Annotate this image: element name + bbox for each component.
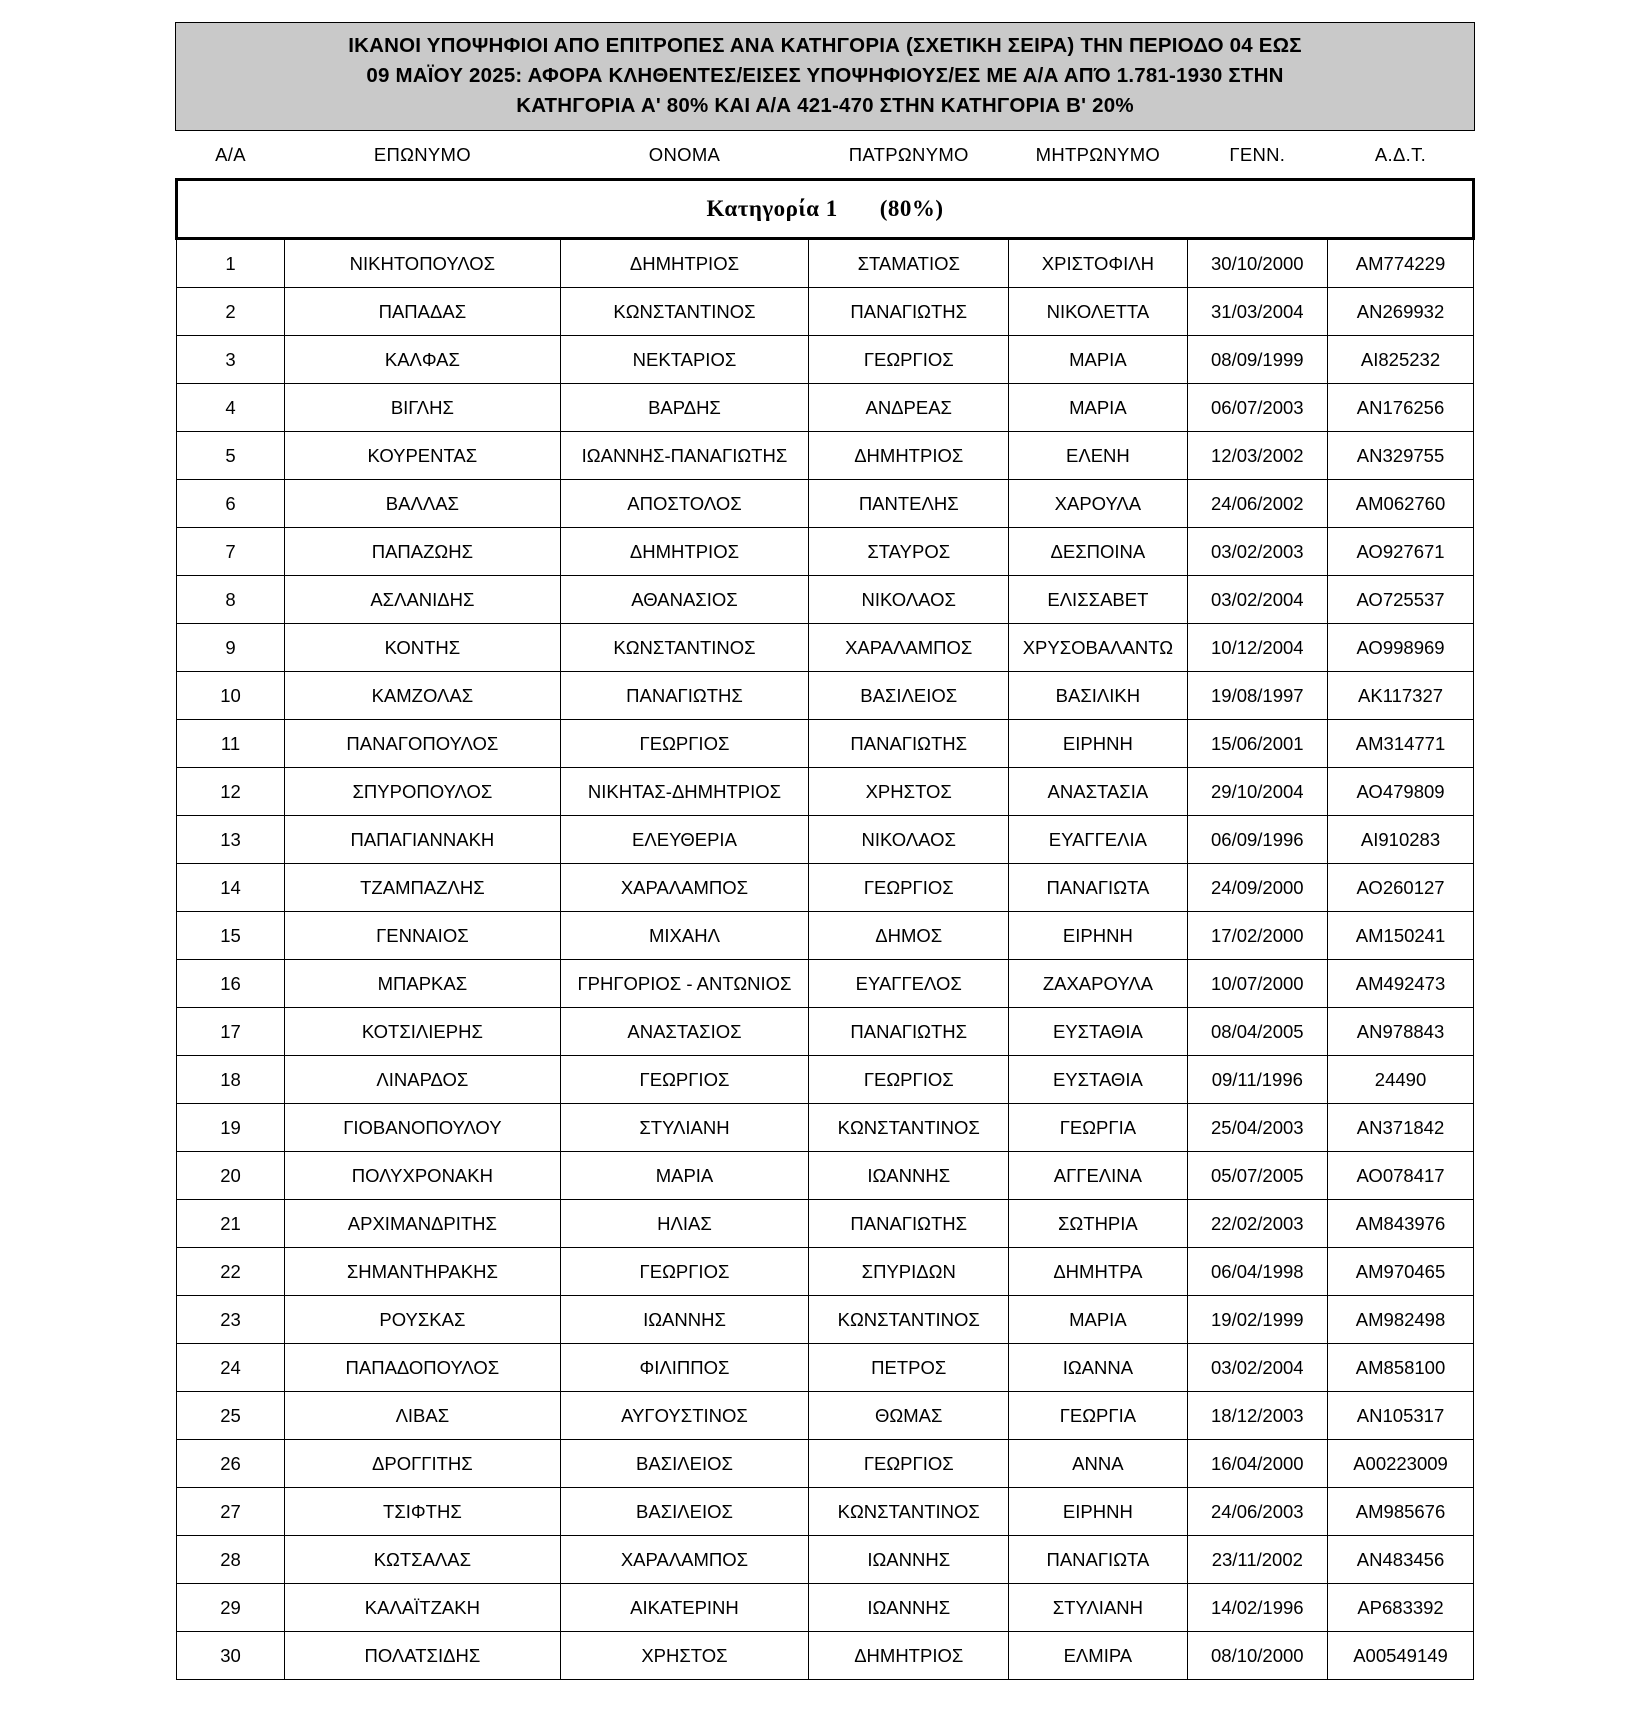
cell-firstname: ΔΗΜΗΤΡΙΟΣ xyxy=(560,239,809,288)
cell-fathername: ΣΠΥΡΙΔΩΝ xyxy=(809,1248,1009,1296)
cell-firstname: ΑΙΚΑΤΕΡΙΝΗ xyxy=(560,1584,809,1632)
cell-fathername: ΧΡΗΣΤΟΣ xyxy=(809,768,1009,816)
cell-mothername: ΠΑΝΑΓΙΩΤΑ xyxy=(1009,1536,1187,1584)
cell-firstname: ΓΡΗΓΟΡΙΟΣ - ΑΝΤΩΝΙΟΣ xyxy=(560,960,809,1008)
cell-mothername: ΜΑΡΙΑ xyxy=(1009,1296,1187,1344)
cell-fathername: ΚΩΝΣΤΑΝΤΙΝΟΣ xyxy=(809,1296,1009,1344)
cell-lastname: ΓΕΝΝΑΙΟΣ xyxy=(285,912,561,960)
cell-firstname: ΑΠΟΣΤΟΛΟΣ xyxy=(560,480,809,528)
cell-birth: 22/02/2003 xyxy=(1187,1200,1328,1248)
cell-mothername: ΕΥΣΤΑΘΙΑ xyxy=(1009,1056,1187,1104)
category-percent: (80%) xyxy=(879,196,944,222)
table-row xyxy=(177,624,1474,672)
cell-aa: 7 xyxy=(177,528,285,576)
cell-idcard: ΑΝ371842 xyxy=(1328,1104,1474,1152)
cell-fathername: ΧΑΡΑΛΑΜΠΟΣ xyxy=(809,624,1009,672)
category-label: Κατηγορία 1 xyxy=(706,196,838,222)
title-line-2: 09 ΜΑΪΟΥ 2025: ΑΦΟΡΑ ΚΛΗΘΕΝΤΕΣ/ΕΙΣΕΣ ΥΠΟΨΗΦΙΟΥΣ/ΕΣ ΜΕ Α/Α ΑΠΌ 1.781-1930 ΣΤΗΝ xyxy=(366,64,1284,88)
cell-firstname: ΗΛΙΑΣ xyxy=(560,1200,809,1248)
cell-firstname: ΝΕΚΤΑΡΙΟΣ xyxy=(560,336,809,384)
cell-idcard: ΑΜ774229 xyxy=(1328,239,1474,288)
cell-birth: 08/10/2000 xyxy=(1187,1632,1328,1680)
cell-mothername: ΕΥΑΓΓΕΛΙΑ xyxy=(1009,816,1187,864)
cell-birth: 06/07/2003 xyxy=(1187,384,1328,432)
cell-idcard: ΑΟ927671 xyxy=(1328,528,1474,576)
cell-birth: 06/09/1996 xyxy=(1187,816,1328,864)
cell-idcard: ΑΜ985676 xyxy=(1328,1488,1474,1536)
cell-aa: 6 xyxy=(177,480,285,528)
cell-mothername: ΔΕΣΠΟΙΝΑ xyxy=(1009,528,1187,576)
cell-mothername: ΕΙΡΗΝΗ xyxy=(1009,1488,1187,1536)
table-row xyxy=(177,239,1474,288)
cell-fathername: ΔΗΜΗΤΡΙΟΣ xyxy=(809,432,1009,480)
cell-birth: 03/02/2004 xyxy=(1187,1344,1328,1392)
cell-firstname: ΔΗΜΗΤΡΙΟΣ xyxy=(560,528,809,576)
cell-mothername: ΕΥΣΤΑΘΙΑ xyxy=(1009,1008,1187,1056)
table-row xyxy=(177,912,1474,960)
cell-birth: 24/06/2002 xyxy=(1187,480,1328,528)
cell-idcard: ΑΜ982498 xyxy=(1328,1296,1474,1344)
cell-fathername: ΔΗΜΟΣ xyxy=(809,912,1009,960)
table-row xyxy=(177,1200,1474,1248)
cell-firstname: ΒΑΣΙΛΕΙΟΣ xyxy=(560,1488,809,1536)
cell-mothername: ΧΡΙΣΤΟΦΙΛΗ xyxy=(1009,239,1187,288)
cell-fathername: ΓΕΩΡΓΙΟΣ xyxy=(809,1440,1009,1488)
cell-lastname: ΡΟΥΣΚΑΣ xyxy=(285,1296,561,1344)
cell-firstname: ΓΕΩΡΓΙΟΣ xyxy=(560,720,809,768)
cell-lastname: ΠΑΠΑΓΙΑΝΝΑΚΗ xyxy=(285,816,561,864)
cell-birth: 29/10/2004 xyxy=(1187,768,1328,816)
cell-idcard: ΑΙ825232 xyxy=(1328,336,1474,384)
table-row xyxy=(177,1488,1474,1536)
table-header-row xyxy=(177,131,1474,180)
cell-idcard: ΑΟ479809 xyxy=(1328,768,1474,816)
cell-birth: 16/04/2000 xyxy=(1187,1440,1328,1488)
cell-lastname: ΠΟΛΑΤΣΙΔΗΣ xyxy=(285,1632,561,1680)
table-row xyxy=(177,672,1474,720)
cell-aa: 19 xyxy=(177,1104,285,1152)
cell-birth: 25/04/2003 xyxy=(1187,1104,1328,1152)
cell-fathername: ΙΩΑΝΝΗΣ xyxy=(809,1152,1009,1200)
cell-idcard: ΑΙ910283 xyxy=(1328,816,1474,864)
cell-birth: 19/02/1999 xyxy=(1187,1296,1328,1344)
cell-lastname: ΠΑΝΑΓΟΠΟΥΛΟΣ xyxy=(285,720,561,768)
cell-fathername: ΝΙΚΟΛΑΟΣ xyxy=(809,816,1009,864)
cell-firstname: ΓΕΩΡΓΙΟΣ xyxy=(560,1056,809,1104)
cell-birth: 31/03/2004 xyxy=(1187,288,1328,336)
cell-aa: 15 xyxy=(177,912,285,960)
cell-aa: 4 xyxy=(177,384,285,432)
cell-fathername: ΙΩΑΝΝΗΣ xyxy=(809,1584,1009,1632)
cell-birth: 14/02/1996 xyxy=(1187,1584,1328,1632)
cell-idcard: ΑΟ078417 xyxy=(1328,1152,1474,1200)
cell-mothername: ΕΛΜΙΡΑ xyxy=(1009,1632,1187,1680)
cell-idcard: ΑΟ998969 xyxy=(1328,624,1474,672)
table-row xyxy=(177,720,1474,768)
cell-aa: 9 xyxy=(177,624,285,672)
cell-fathername: ΝΙΚΟΛΑΟΣ xyxy=(809,576,1009,624)
cell-firstname: ΠΑΝΑΓΙΩΤΗΣ xyxy=(560,672,809,720)
cell-idcard: Α00549149 xyxy=(1328,1632,1474,1680)
cell-mothername: ΑΓΓΕΛΙΝΑ xyxy=(1009,1152,1187,1200)
cell-birth: 17/02/2000 xyxy=(1187,912,1328,960)
cell-fathername: ΙΩΑΝΝΗΣ xyxy=(809,1536,1009,1584)
cell-firstname: ΓΕΩΡΓΙΟΣ xyxy=(560,1248,809,1296)
cell-fathername: ΓΕΩΡΓΙΟΣ xyxy=(809,864,1009,912)
cell-aa: 21 xyxy=(177,1200,285,1248)
cell-lastname: ΑΡΧΙΜΑΝΔΡΙΤΗΣ xyxy=(285,1200,561,1248)
cell-lastname: ΚΟΤΣΙΛΙΕΡΗΣ xyxy=(285,1008,561,1056)
cell-lastname: ΚΑΛΑΪΤΖΑΚΗ xyxy=(285,1584,561,1632)
document-title xyxy=(175,22,1475,131)
cell-lastname: ΠΑΠΑΔΟΠΟΥΛΟΣ xyxy=(285,1344,561,1392)
cell-aa: 14 xyxy=(177,864,285,912)
cell-birth: 08/04/2005 xyxy=(1187,1008,1328,1056)
table-row xyxy=(177,288,1474,336)
cell-fathername: ΓΕΩΡΓΙΟΣ xyxy=(809,1056,1009,1104)
cell-mothername: ΝΙΚΟΛΕΤΤΑ xyxy=(1009,288,1187,336)
cell-idcard: ΑΟ725537 xyxy=(1328,576,1474,624)
cell-idcard: 24490 xyxy=(1328,1056,1474,1104)
cell-birth: 15/06/2001 xyxy=(1187,720,1328,768)
cell-firstname: ΙΩΑΝΝΗΣ-ΠΑΝΑΓΙΩΤΗΣ xyxy=(560,432,809,480)
cell-birth: 03/02/2004 xyxy=(1187,576,1328,624)
cell-aa: 8 xyxy=(177,576,285,624)
cell-idcard: ΑΜ843976 xyxy=(1328,1200,1474,1248)
cell-aa: 5 xyxy=(177,432,285,480)
cell-idcard: ΑΟ260127 xyxy=(1328,864,1474,912)
cell-mothername: ΜΑΡΙΑ xyxy=(1009,384,1187,432)
title-line-1: ΙΚΑΝΟΙ ΥΠΟΨΗΦΙΟΙ ΑΠΟ ΕΠΙΤΡΟΠΕΣ ΑΝΑ ΚΑΤΗΓΟΡΙΑ (ΣΧΕΤΙΚΗ ΣΕΙΡΑ) ΤΗΝ ΠΕΡΙΟΔΟ 04 ΕΩΣ xyxy=(348,34,1302,57)
cell-mothername: ΑΝΑΣΤΑΣΙΑ xyxy=(1009,768,1187,816)
table-row xyxy=(177,1584,1474,1632)
cell-aa: 17 xyxy=(177,1008,285,1056)
table-row xyxy=(177,576,1474,624)
category-section-cell xyxy=(177,180,1474,239)
cell-idcard: ΑΝ269932 xyxy=(1328,288,1474,336)
cell-aa: 27 xyxy=(177,1488,285,1536)
cell-aa: 16 xyxy=(177,960,285,1008)
cell-mothername: ΓΕΩΡΓΙΑ xyxy=(1009,1392,1187,1440)
cell-idcard: ΑΜ858100 xyxy=(1328,1344,1474,1392)
cell-aa: 1 xyxy=(177,239,285,288)
cell-mothername: ΑΝΝΑ xyxy=(1009,1440,1187,1488)
column-header-aa: Α/Α xyxy=(215,143,246,165)
cell-fathername: ΠΑΝΑΓΙΩΤΗΣ xyxy=(809,288,1009,336)
table-row xyxy=(177,432,1474,480)
cell-fathername: ΒΑΣΙΛΕΙΟΣ xyxy=(809,672,1009,720)
cell-birth: 10/07/2000 xyxy=(1187,960,1328,1008)
column-header-firstname: ΟΝΟΜΑ xyxy=(648,143,721,165)
cell-idcard: ΑΜ970465 xyxy=(1328,1248,1474,1296)
table-row xyxy=(177,384,1474,432)
table-row xyxy=(177,1296,1474,1344)
cell-firstname: ΚΩΝΣΤΑΝΤΙΝΟΣ xyxy=(560,624,809,672)
cell-mothername: ΠΑΝΑΓΙΩΤΑ xyxy=(1009,864,1187,912)
cell-mothername: ΣΤΥΛΙΑΝΗ xyxy=(1009,1584,1187,1632)
cell-mothername: ΓΕΩΡΓΙΑ xyxy=(1009,1104,1187,1152)
cell-birth: 10/12/2004 xyxy=(1187,624,1328,672)
cell-idcard: ΑΜ314771 xyxy=(1328,720,1474,768)
table-row xyxy=(177,864,1474,912)
cell-fathername: ΣΤΑΜΑΤΙΟΣ xyxy=(809,239,1009,288)
cell-birth: 08/09/1999 xyxy=(1187,336,1328,384)
cell-birth: 12/03/2002 xyxy=(1187,432,1328,480)
cell-aa: 18 xyxy=(177,1056,285,1104)
cell-birth: 24/09/2000 xyxy=(1187,864,1328,912)
cell-aa: 13 xyxy=(177,816,285,864)
table-header xyxy=(177,131,1474,180)
cell-birth: 06/04/1998 xyxy=(1187,1248,1328,1296)
table-row xyxy=(177,336,1474,384)
table-row xyxy=(177,1104,1474,1152)
cell-firstname: ΒΑΣΙΛΕΙΟΣ xyxy=(560,1440,809,1488)
cell-idcard: ΑΝ978843 xyxy=(1328,1008,1474,1056)
cell-aa: 26 xyxy=(177,1440,285,1488)
table-row xyxy=(177,1632,1474,1680)
cell-firstname: ΑΥΓΟΥΣΤΙΝΟΣ xyxy=(560,1392,809,1440)
cell-lastname: ΝΙΚΗΤΟΠΟΥΛΟΣ xyxy=(285,239,561,288)
cell-firstname: ΦΙΛΙΠΠΟΣ xyxy=(560,1344,809,1392)
cell-firstname: ΧΑΡΑΛΑΜΠΟΣ xyxy=(560,864,809,912)
column-header-fathername: ΠΑΤΡΩΝΥΜΟ xyxy=(848,143,969,165)
cell-idcard: ΑΝ105317 xyxy=(1328,1392,1474,1440)
cell-idcard: ΑΝ176256 xyxy=(1328,384,1474,432)
cell-fathername: ΠΑΝΤΕΛΗΣ xyxy=(809,480,1009,528)
table-row xyxy=(177,1392,1474,1440)
cell-firstname: ΝΙΚΗΤΑΣ-ΔΗΜΗΤΡΙΟΣ xyxy=(560,768,809,816)
cell-lastname: ΠΑΠΑΔΑΣ xyxy=(285,288,561,336)
column-header-birth: ΓΕΝΝ. xyxy=(1229,143,1286,165)
cell-birth: 18/12/2003 xyxy=(1187,1392,1328,1440)
cell-firstname: ΧΑΡΑΛΑΜΠΟΣ xyxy=(560,1536,809,1584)
cell-fathername: ΠΕΤΡΟΣ xyxy=(809,1344,1009,1392)
cell-lastname: ΚΑΜΖΟΛΑΣ xyxy=(285,672,561,720)
cell-lastname: ΤΖΑΜΠΑΖΛΗΣ xyxy=(285,864,561,912)
cell-fathername: ΕΥΑΓΓΕΛΟΣ xyxy=(809,960,1009,1008)
cell-lastname: ΚΟΝΤΗΣ xyxy=(285,624,561,672)
cell-lastname: ΚΩΤΣΑΛΑΣ xyxy=(285,1536,561,1584)
cell-aa: 2 xyxy=(177,288,285,336)
cell-mothername: ΒΑΣΙΛΙΚΗ xyxy=(1009,672,1187,720)
cell-firstname: ΑΝΑΣΤΑΣΙΟΣ xyxy=(560,1008,809,1056)
cell-aa: 23 xyxy=(177,1296,285,1344)
cell-mothername: ΕΙΡΗΝΗ xyxy=(1009,912,1187,960)
cell-firstname: ΕΛΕΥΘΕΡΙΑ xyxy=(560,816,809,864)
cell-aa: 24 xyxy=(177,1344,285,1392)
cell-firstname: ΧΡΗΣΤΟΣ xyxy=(560,1632,809,1680)
table-row xyxy=(177,768,1474,816)
cell-firstname: ΚΩΝΣΤΑΝΤΙΝΟΣ xyxy=(560,288,809,336)
table-row xyxy=(177,480,1474,528)
cell-mothername: ΧΡΥΣΟΒΑΛΑΝΤΩ xyxy=(1009,624,1187,672)
cell-lastname: ΔΡΟΓΓΙΤΗΣ xyxy=(285,1440,561,1488)
cell-lastname: ΓΙΟΒΑΝΟΠΟΥΛΟΥ xyxy=(285,1104,561,1152)
table-row xyxy=(177,1248,1474,1296)
cell-idcard: ΑΜ150241 xyxy=(1328,912,1474,960)
cell-lastname: ΣΠΥΡΟΠΟΥΛΟΣ xyxy=(285,768,561,816)
cell-mothername: ΕΛΙΣΣΑΒΕΤ xyxy=(1009,576,1187,624)
cell-mothername: ΣΩΤΗΡΙΑ xyxy=(1009,1200,1187,1248)
cell-firstname: ΣΤΥΛΙΑΝΗ xyxy=(560,1104,809,1152)
cell-aa: 25 xyxy=(177,1392,285,1440)
cell-idcard: ΑΜ062760 xyxy=(1328,480,1474,528)
cell-aa: 29 xyxy=(177,1584,285,1632)
table-row xyxy=(177,1344,1474,1392)
cell-aa: 22 xyxy=(177,1248,285,1296)
cell-lastname: ΚΟΥΡΕΝΤΑΣ xyxy=(285,432,561,480)
cell-aa: 28 xyxy=(177,1536,285,1584)
cell-aa: 10 xyxy=(177,672,285,720)
cell-mothername: ΖΑΧΑΡΟΥΛΑ xyxy=(1009,960,1187,1008)
cell-lastname: ΤΣΙΦΤΗΣ xyxy=(285,1488,561,1536)
cell-birth: 09/11/1996 xyxy=(1187,1056,1328,1104)
cell-aa: 3 xyxy=(177,336,285,384)
cell-idcard: ΑΡ683392 xyxy=(1328,1584,1474,1632)
cell-fathername: ΣΤΑΥΡΟΣ xyxy=(809,528,1009,576)
cell-firstname: ΜΑΡΙΑ xyxy=(560,1152,809,1200)
cell-birth: 30/10/2000 xyxy=(1187,239,1328,288)
cell-mothername: ΕΙΡΗΝΗ xyxy=(1009,720,1187,768)
cell-lastname: ΛΙΝΑΡΔΟΣ xyxy=(285,1056,561,1104)
cell-idcard: ΑΝ483456 xyxy=(1328,1536,1474,1584)
document-body xyxy=(175,22,1475,1680)
cell-lastname: ΚΑΛΦΑΣ xyxy=(285,336,561,384)
cell-fathername: ΔΗΜΗΤΡΙΟΣ xyxy=(809,1632,1009,1680)
cell-aa: 12 xyxy=(177,768,285,816)
cell-lastname: ΑΣΛΑΝΙΔΗΣ xyxy=(285,576,561,624)
table-row xyxy=(177,1056,1474,1104)
cell-idcard: ΑΝ329755 xyxy=(1328,432,1474,480)
cell-aa: 30 xyxy=(177,1632,285,1680)
table-row xyxy=(177,1536,1474,1584)
category-section-row xyxy=(177,180,1474,239)
cell-lastname: ΣΗΜΑΝΤΗΡΑΚΗΣ xyxy=(285,1248,561,1296)
cell-lastname: ΜΠΑΡΚΑΣ xyxy=(285,960,561,1008)
cell-lastname: ΒΙΓΛΗΣ xyxy=(285,384,561,432)
cell-mothername: ΧΑΡΟΥΛΑ xyxy=(1009,480,1187,528)
candidates-table xyxy=(175,131,1475,1680)
cell-firstname: ΜΙΧΑΗΛ xyxy=(560,912,809,960)
cell-aa: 11 xyxy=(177,720,285,768)
table-body xyxy=(177,180,1474,1680)
cell-aa: 20 xyxy=(177,1152,285,1200)
cell-firstname: ΒΑΡΔΗΣ xyxy=(560,384,809,432)
cell-firstname: ΑΘΑΝΑΣΙΟΣ xyxy=(560,576,809,624)
cell-fathername: ΓΕΩΡΓΙΟΣ xyxy=(809,336,1009,384)
cell-fathername: ΑΝΔΡΕΑΣ xyxy=(809,384,1009,432)
cell-birth: 24/06/2003 xyxy=(1187,1488,1328,1536)
table-row xyxy=(177,960,1474,1008)
cell-idcard: ΑΜ492473 xyxy=(1328,960,1474,1008)
cell-idcard: ΑΚ117327 xyxy=(1328,672,1474,720)
cell-fathername: ΚΩΝΣΤΑΝΤΙΝΟΣ xyxy=(809,1104,1009,1152)
cell-fathername: ΠΑΝΑΓΙΩΤΗΣ xyxy=(809,1200,1009,1248)
cell-fathername: ΚΩΝΣΤΑΝΤΙΝΟΣ xyxy=(809,1488,1009,1536)
cell-lastname: ΠΟΛΥΧΡΟΝΑΚΗ xyxy=(285,1152,561,1200)
cell-lastname: ΛΙΒΑΣ xyxy=(285,1392,561,1440)
column-header-idcard: Α.Δ.Τ. xyxy=(1374,143,1427,165)
cell-mothername: ΔΗΜΗΤΡΑ xyxy=(1009,1248,1187,1296)
cell-firstname: ΙΩΑΝΝΗΣ xyxy=(560,1296,809,1344)
cell-mothername: ΜΑΡΙΑ xyxy=(1009,336,1187,384)
cell-mothername: ΙΩΑΝΝΑ xyxy=(1009,1344,1187,1392)
cell-lastname: ΠΑΠΑΖΩΗΣ xyxy=(285,528,561,576)
cell-birth: 03/02/2003 xyxy=(1187,528,1328,576)
column-header-mothername: ΜΗΤΡΩΝΥΜΟ xyxy=(1035,143,1161,165)
title-line-3: ΚΑΤΗΓΟΡΙΑ Α' 80% ΚΑΙ Α/Α 421-470 ΣΤΗΝ ΚΑΤΗΓΟΡΙΑ Β' 20% xyxy=(516,94,1134,118)
cell-fathername: ΠΑΝΑΓΙΩΤΗΣ xyxy=(809,1008,1009,1056)
table-row xyxy=(177,1008,1474,1056)
table-row xyxy=(177,1152,1474,1200)
cell-birth: 05/07/2005 xyxy=(1187,1152,1328,1200)
cell-birth: 19/08/1997 xyxy=(1187,672,1328,720)
column-header-lastname: ΕΠΩΝΥΜΟ xyxy=(373,143,471,165)
cell-fathername: ΘΩΜΑΣ xyxy=(809,1392,1009,1440)
table-row xyxy=(177,1440,1474,1488)
cell-idcard: Α00223009 xyxy=(1328,1440,1474,1488)
cell-mothername: ΕΛΕΝΗ xyxy=(1009,432,1187,480)
cell-birth: 23/11/2002 xyxy=(1187,1536,1328,1584)
table-row xyxy=(177,816,1474,864)
cell-fathername: ΠΑΝΑΓΙΩΤΗΣ xyxy=(809,720,1009,768)
cell-lastname: ΒΑΛΛΑΣ xyxy=(285,480,561,528)
table-row xyxy=(177,528,1474,576)
